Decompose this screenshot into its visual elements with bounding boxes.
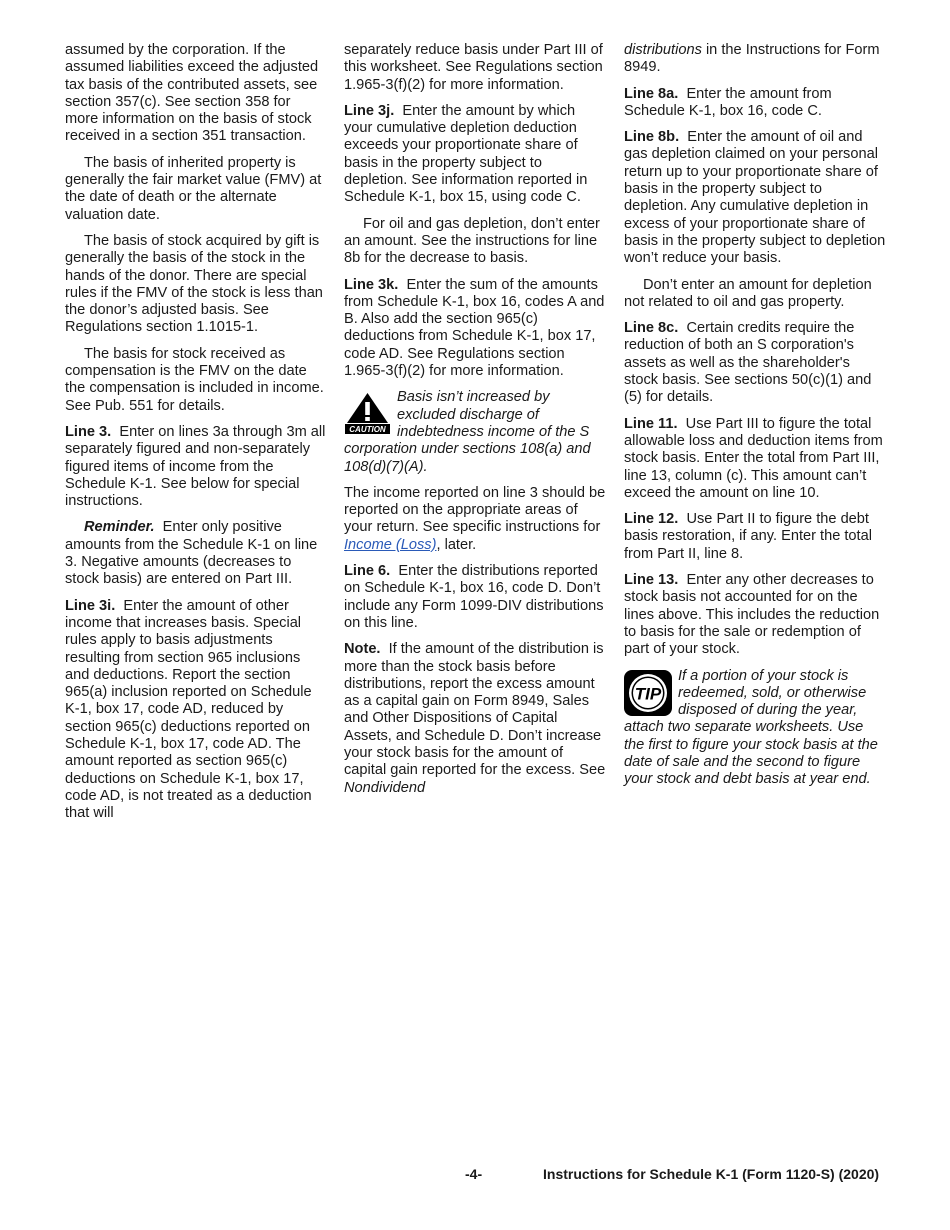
line-8b-text: Enter the amount of oil and gas depletion claimed on your personal return up to your proportionate share of basis in the property subject to depletion. Any cumulative depletion in excess of your proportionate share of basis in the property subject to depletion won’t reduce your basis.	[624, 129, 886, 267]
line-8c-heading: Line 8c.	[624, 320, 679, 337]
line-8c-text: Certain credits require the reduction of both an S corporation's assets as well as the shareholder's stock basis. See sections 50(c)(1) and (5) for details.	[624, 320, 872, 406]
line-3-instruction	[65, 424, 327, 510]
line-3j-heading: Line 3j.	[344, 102, 395, 119]
reminder-heading: Reminder.	[84, 519, 155, 536]
line-11-heading: Line 11.	[624, 415, 678, 432]
caution-text: Basis isn’t increased by excluded discharge of indebtedness income of the S corporation under sections 108(a) and 108(d)(7)(A).	[344, 389, 591, 475]
line-13-text: Enter any other decreases to stock basis not accounted for on the lines above. This includes the reduction to basis for the sale or redemption of part of your stock.	[624, 572, 880, 658]
paragraph-text: in the Instructions for Form 8949.	[624, 42, 880, 76]
line-3k-heading: Line 3k.	[344, 276, 399, 293]
line-8a-instruction	[624, 86, 886, 121]
caution-icon	[344, 392, 391, 434]
line-6-heading: Line 6.	[344, 563, 391, 580]
paragraph	[624, 42, 886, 77]
caution-note	[344, 389, 606, 475]
tip-icon	[624, 670, 672, 716]
paragraph: The basis of stock acquired by gift is generally the basis of the stock in the hands of the donor. There are special rules if the FMV of the stock is less than the donor’s adjusted basis. See Regulations section 1.1015-1.	[65, 232, 323, 336]
tip-note	[624, 668, 886, 789]
line-6-text: Enter the distributions reported on Schedule K-1, box 16, code D. Don’t include any Form 1099-DIV distributions on this line.	[344, 563, 604, 631]
note-heading: Note.	[344, 641, 381, 658]
column-3	[624, 42, 886, 798]
line-13-instruction	[624, 572, 886, 658]
line-8a-heading: Line 8a.	[624, 85, 679, 102]
line-11-instruction	[624, 416, 886, 502]
note-paragraph	[344, 641, 606, 797]
income-loss-link[interactable]: Income (Loss)	[344, 536, 437, 553]
line-3-text: Enter on lines 3a through 3m all separately figured and non-separately figured items of income from the Schedule K-1. See below for special instructions.	[65, 423, 326, 510]
column-1	[65, 42, 327, 831]
paragraph: Don’t enter an amount for depletion not related to oil and gas property.	[624, 276, 872, 310]
line-3j-text: Enter the amount by which your cumulative depletion deduction exceeds your proportionate share of basis in the property subject to depletion. See information reported in Schedule K-1, box 15, using code C.	[344, 102, 588, 206]
reminder-text: Enter only positive amounts from the Schedule K-1 on line 3. Negative amounts (decreases to stock basis) are entered on Part III.	[65, 519, 318, 588]
income-text-post: , later.	[436, 536, 477, 553]
line-8b-instruction	[624, 129, 886, 267]
income-text-pre: The income reported on line 3 should be reported on the appropriate areas of your return. See specific instructions for	[344, 484, 606, 536]
note-italic: Nondividend	[344, 779, 426, 796]
line-8b-heading: Line 8b.	[624, 129, 680, 146]
line-6-instruction	[344, 563, 606, 632]
line-3i-text: Enter the amount of other income that increases basis. Special rules apply to basis adjustments resulting from section 965 inclusions and deductions. Report the section 965(a) inclusion reported on Schedule K-1, box 17, code AD, reduced by section 965(c) deductions reported on Schedule K-1, box 17, code AD. The amount reported as section 965(c) deductions on Schedule K-1, box 17, code AD, is not treated as a deduction that will	[65, 597, 312, 822]
line-8c-instruction	[624, 320, 886, 406]
line-12-heading: Line 12.	[624, 511, 679, 528]
line-12-instruction	[624, 511, 886, 563]
line-11-text: Use Part III to figure the total allowable loss and deduction items from stock basis. Enter the total from Part III, line 13, column (c). This amount can’t exceed the amount on line 10.	[624, 415, 883, 501]
caution-label: CAUTION	[349, 425, 386, 435]
paragraph: separately reduce basis under Part III of this worksheet. See Regulations section 1.965-3(f)(2) for more information.	[344, 42, 603, 93]
tip-text: If a portion of your stock is redeemed, sold, or otherwise disposed of during the year, attach two separate worksheets. Use the first to figure your stock basis at the date of sale and the second to figure your stock and debt basis at year end.	[624, 667, 878, 788]
line-3-heading: Line 3.	[65, 423, 112, 440]
reminder-note	[65, 519, 327, 588]
footer-title: Instructions for Schedule K-1 (Form 1120-S) (2020)	[543, 1166, 880, 1182]
note-text: If the amount of the distribution is more than the stock basis before distributions, report the excess amount as a capital gain on Form 8949, Sales and Other Dispositions of Capital Assets, and Schedule D. Don’t increase your stock basis for the amount of capital gain reported for the excess. See	[344, 641, 606, 779]
paragraph: assumed by the corporation. If the assumed liabilities exceed the adjusted tax basis of the contributed assets, see section 357(c). See section 358 for more information on the basis of stock received in a section 351 transaction.	[65, 42, 319, 145]
line-3k-text: Enter the sum of the amounts from Schedule K-1, box 16, codes A and B. Also add the section 965(c) deductions from Schedule K-1, box 17, code AD. See Regulations section 1.965-3(f)(2) for more information.	[344, 276, 605, 380]
page-number: -4-	[465, 1166, 483, 1182]
distributions-italic: distributions	[624, 42, 702, 58]
line-13-heading: Line 13.	[624, 572, 679, 589]
line-3k-instruction	[344, 277, 606, 381]
line-3i-instruction	[65, 598, 327, 823]
line-12-text: Use Part II to figure the debt basis restoration, if any. Enter the total from Part II, line 8.	[624, 511, 872, 562]
line-3j-instruction	[344, 103, 606, 207]
paragraph: The basis of inherited property is generally the fair market value (FMV) at the date of death or the alternate valuation date.	[65, 154, 322, 223]
paragraph: The basis for stock received as compensation is the FMV on the date the compensation is included in income. See Pub. 551 for details.	[65, 345, 324, 414]
tip-label: TIP	[634, 684, 662, 703]
line-8a-text: Enter the amount from Schedule K-1, box 16, code C.	[624, 85, 832, 119]
line-3i-heading: Line 3i.	[65, 597, 116, 614]
column-2	[344, 42, 606, 806]
income-paragraph	[344, 485, 606, 554]
paragraph: For oil and gas depletion, don’t enter an amount. See the instructions for line 8b for the decrease to basis.	[344, 215, 600, 267]
